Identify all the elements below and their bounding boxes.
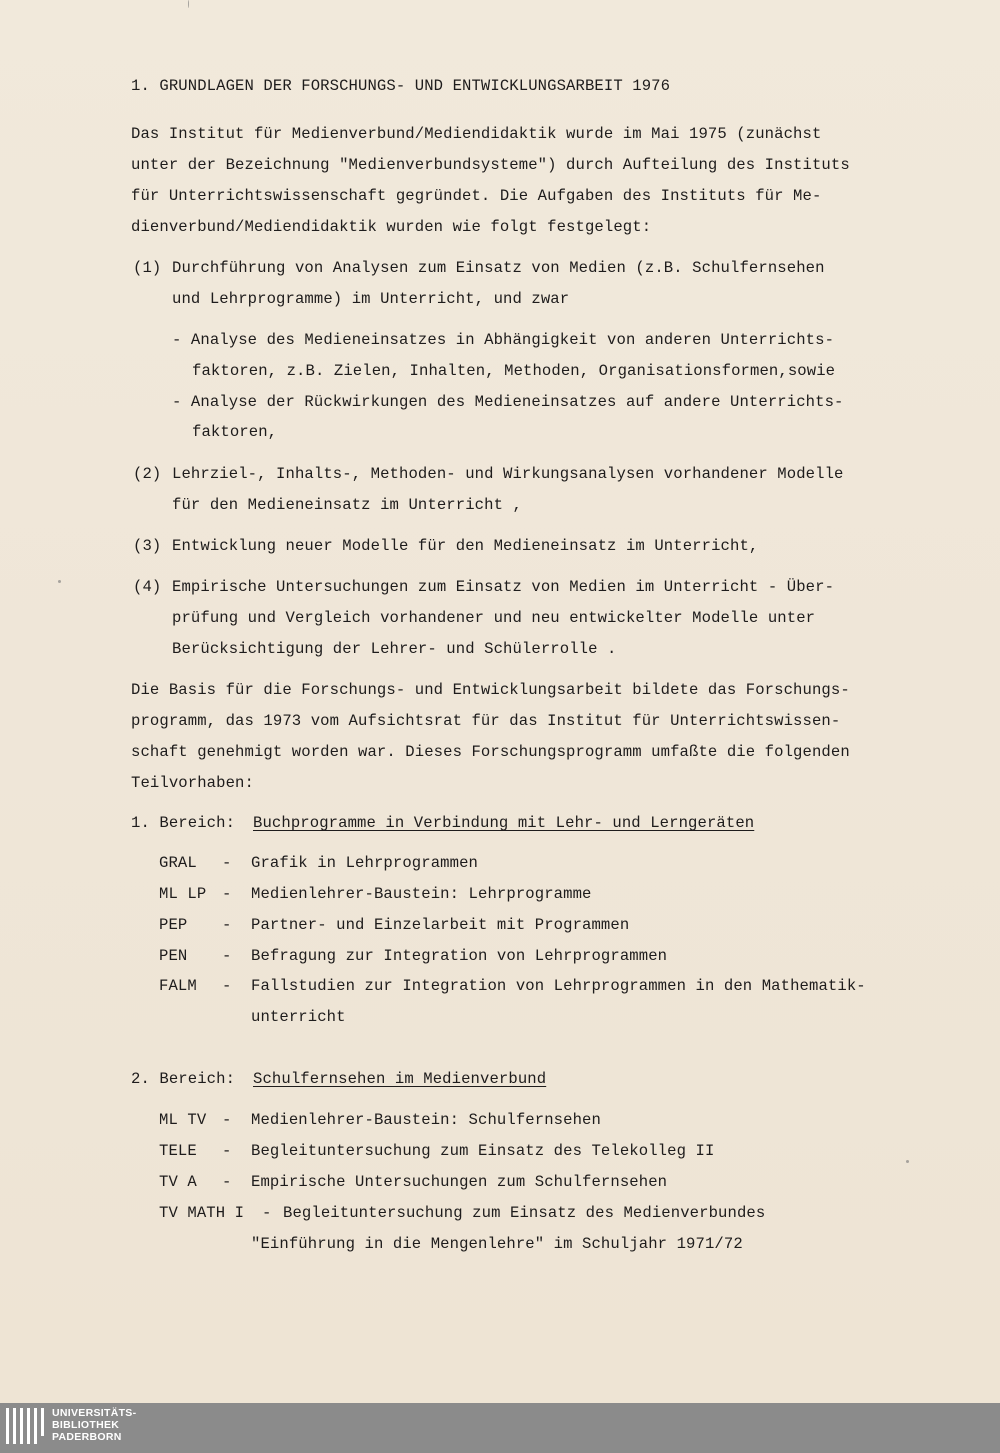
project-title: Begleituntersuchung zum Einsatz des Medienverbundes — [283, 1204, 766, 1222]
project-code: PEP — [159, 916, 188, 934]
area-label: 1. Bereich: — [131, 814, 236, 832]
project-title: Fallstudien zur Integration von Lehrprogrammen in den Mathematik- — [251, 977, 866, 995]
logo-line: PADERBORN — [52, 1431, 122, 1443]
area-label: 2. Bereich: — [131, 1070, 236, 1088]
sub-item-line: - Analyse des Medieneinsatzes in Abhängigkeit von anderen Unterrichts- — [172, 331, 835, 349]
intro-line: dienverbund/Mediendidaktik wurden wie folgt festgelegt: — [131, 218, 652, 236]
scan-speck — [58, 580, 61, 583]
project-dash: - — [222, 854, 232, 872]
project-title-cont: "Einführung in die Mengenlehre" im Schuljahr 1971/72 — [251, 1235, 743, 1253]
intro-line: für Unterrichtswissenschaft gegründet. Die Aufgaben des Instituts für Me- — [131, 187, 822, 205]
project-title: Empirische Untersuchungen zum Schulfernsehen — [251, 1173, 668, 1191]
library-logo-text — [52, 1407, 136, 1443]
task-number: (4) — [133, 578, 162, 596]
sub-item-line: faktoren, — [192, 423, 278, 441]
project-dash: - — [222, 916, 232, 934]
library-footer-bar — [0, 1403, 1000, 1453]
project-code: TV MATH I — [159, 1204, 245, 1222]
project-dash: - — [222, 885, 232, 903]
project-title: Medienlehrer-Baustein: Lehrprogramme — [251, 885, 592, 903]
project-title: Begleituntersuchung zum Einsatz des Telekolleg II — [251, 1142, 715, 1160]
project-dash: - — [222, 1173, 232, 1191]
project-dash: - — [222, 947, 232, 965]
scan-speck — [906, 1160, 909, 1163]
task-number: (2) — [133, 465, 162, 483]
sub-item-line: faktoren, z.B. Zielen, Inhalten, Methoden, Organisationsformen,sowie — [192, 362, 836, 380]
project-code: GRAL — [159, 854, 197, 872]
project-dash: - — [222, 977, 232, 995]
scan-mark — [188, 0, 189, 8]
task-line: prüfung und Vergleich vorhandener und neu entwickelter Modelle unter — [172, 609, 816, 627]
project-title: Partner- und Einzelarbeit mit Programmen — [251, 916, 630, 934]
project-code: ML TV — [159, 1111, 207, 1129]
project-dash: - — [262, 1204, 272, 1222]
section-heading: 1. GRUNDLAGEN DER FORSCHUNGS- UND ENTWICKLUNGSARBEIT 1976 — [131, 77, 671, 95]
logo-line: BIBLIOTHEK — [52, 1419, 120, 1431]
sub-item-line: - Analyse der Rückwirkungen des Medieneinsatzes auf andere Unterrichts- — [172, 393, 844, 411]
task-number: (3) — [133, 537, 162, 555]
task-line: Durchführung von Analysen zum Einsatz von Medien (z.B. Schulfernsehen — [172, 259, 825, 277]
intro-line: Das Institut für Medienverbund/Mediendidaktik wurde im Mai 1975 (zunächst — [131, 125, 822, 143]
task-line: Lehrziel-, Inhalts-, Methoden- und Wirkungsanalysen vorhandener Modelle — [172, 465, 844, 483]
project-dash: - — [222, 1142, 232, 1160]
task-line: und Lehrprogramme) im Unterricht, und zwar — [172, 290, 570, 308]
basis-line: schaft genehmigt worden war. Dieses Forschungsprogramm umfaßte die folgenden — [131, 743, 850, 761]
logo-line: UNIVERSITÄTS- — [52, 1407, 137, 1419]
project-title: Grafik in Lehrprogrammen — [251, 854, 478, 872]
basis-line: programm, das 1973 vom Aufsichtsrat für das Institut für Unterrichtswissen- — [131, 712, 841, 730]
project-title: Medienlehrer-Baustein: Schulfernsehen — [251, 1111, 601, 1129]
basis-line: Teilvorhaben: — [131, 774, 254, 792]
task-line: Empirische Untersuchungen zum Einsatz von Medien im Unterricht - Über- — [172, 578, 835, 596]
project-code: TELE — [159, 1142, 197, 1160]
library-logo-icon — [4, 1408, 46, 1448]
project-title-cont: unterricht — [251, 1008, 346, 1026]
task-number: (1) — [133, 259, 162, 277]
task-line: Berücksichtigung der Lehrer- und Schülerrolle . — [172, 640, 617, 658]
task-line: für den Medieneinsatz im Unterricht , — [172, 496, 522, 514]
project-title: Befragung zur Integration von Lehrprogrammen — [251, 947, 668, 965]
project-code: ML LP — [159, 885, 207, 903]
area-title: Buchprogramme in Verbindung mit Lehr- und Lerngeräten — [253, 814, 755, 832]
project-code: TV A — [159, 1173, 197, 1191]
project-code: FALM — [159, 977, 197, 995]
basis-line: Die Basis für die Forschungs- und Entwicklungsarbeit bildete das Forschungs- — [131, 681, 850, 699]
area-title: Schulfernsehen im Medienverbund — [253, 1070, 547, 1088]
task-line: Entwicklung neuer Modelle für den Medieneinsatz im Unterricht, — [172, 537, 759, 555]
intro-line: unter der Bezeichnung "Medienverbundsysteme") durch Aufteilung des Instituts — [131, 156, 850, 174]
project-code: PEN — [159, 947, 188, 965]
project-dash: - — [222, 1111, 232, 1129]
